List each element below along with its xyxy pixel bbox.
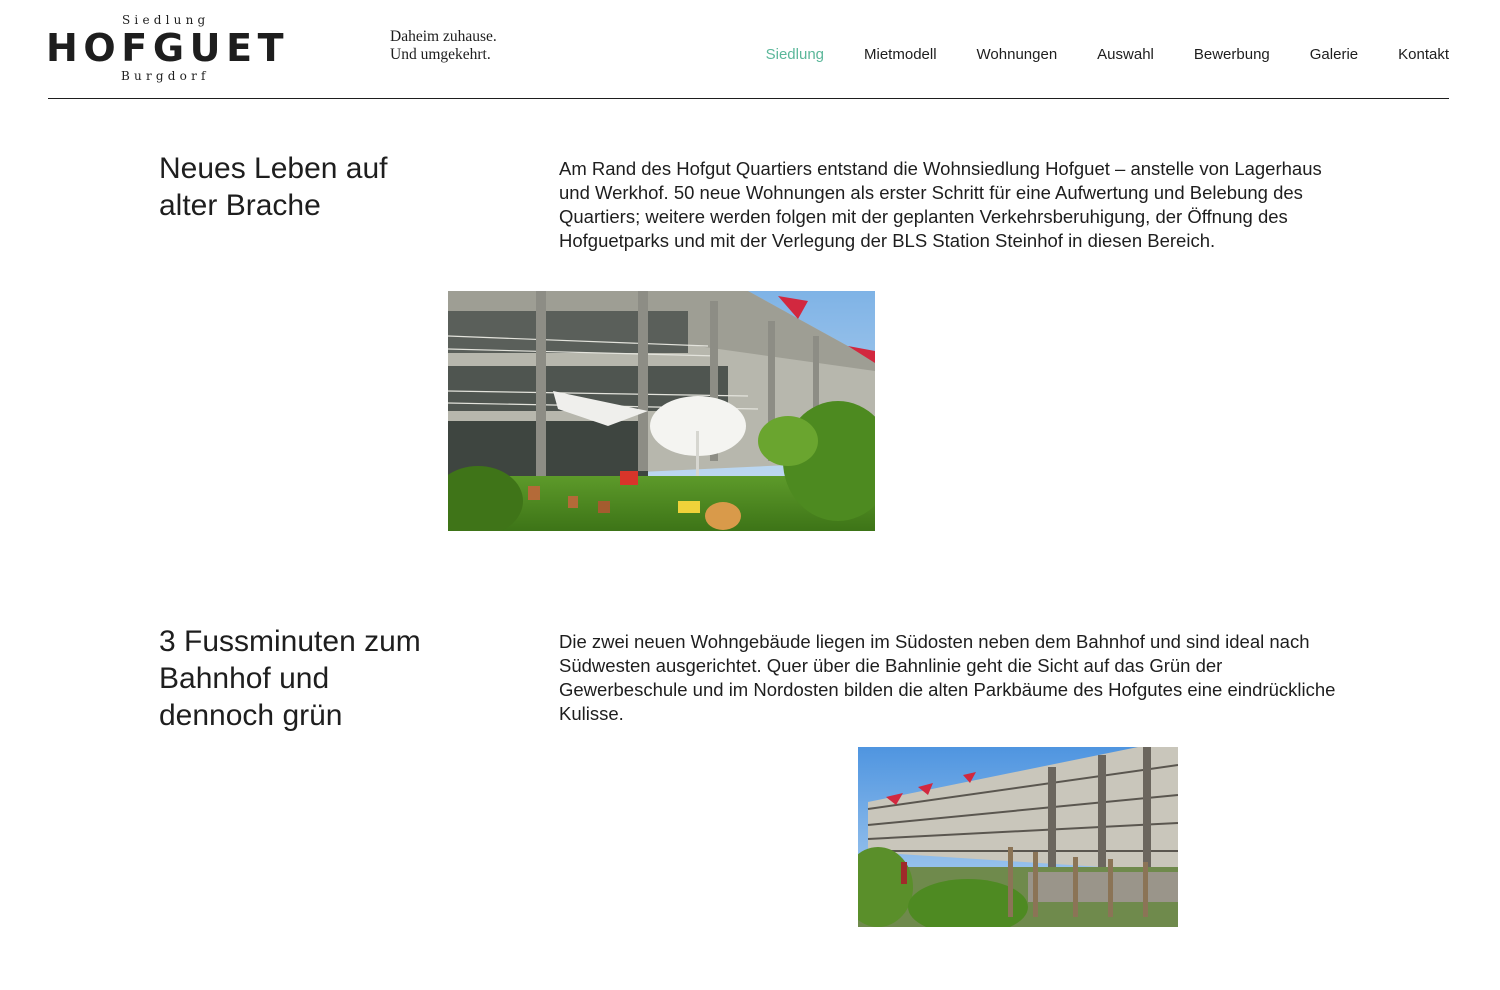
section-2-title-line-2: Bahnhof und (159, 662, 330, 695)
site-logo[interactable] (48, 12, 288, 88)
section-2-title-line-1: 3 Fussminuten zum (159, 625, 421, 658)
nav-item-wohnungen[interactable]: Wohnungen (976, 46, 1058, 63)
nav-item-siedlung[interactable]: Siedlung (765, 46, 825, 63)
section-1-title-line-1: Neues Leben auf (159, 152, 388, 185)
tagline (390, 28, 497, 64)
logo-subtitle-bottom: Burgdorf (121, 69, 210, 83)
section-1-title (159, 150, 459, 224)
nav-item-bewerbung[interactable]: Bewerbung (1193, 46, 1270, 63)
main-navigation (726, 46, 1449, 63)
photo-building-garden[interactable] (858, 747, 1178, 927)
logo-wordmark: HOFGUET (46, 26, 290, 70)
nav-item-galerie[interactable]: Galerie (1309, 46, 1359, 63)
photo-building-terraces[interactable] (448, 291, 875, 531)
nav-item-kontakt[interactable]: Kontakt (1398, 46, 1449, 63)
section-1-text: Am Rand des Hofgut Quartiers entstand die Wohnsiedlung Hofguet – anstelle von Lagerhaus und Werkhof. 50 neue Wohnungen als erster Schritt für eine Aufwertung und Belebung des Quartiers; weitere werden folgen mit der geplanten Verkehrsberuhigung, der Öffnung des Hofguetparks und mit der Verlegung der BLS Station Steinhof in diesen Bereich. (559, 158, 1322, 251)
tagline-line-1: Daheim zuhause. (390, 28, 497, 45)
site-header (48, 0, 1449, 99)
nav-item-auswahl[interactable]: Auswahl (1097, 46, 1154, 63)
section-2-text: Die zwei neuen Wohngebäude liegen im Südosten neben dem Bahnhof und sind ideal nach Südwesten ausgerichtet. Quer über die Bahnlinie geht die Sicht auf das Grün der Gewerbeschule und im Nordosten bilden die alten Parkbäume des Hofgutes eine eindrückliche Kulisse. (559, 631, 1336, 724)
section-2-title (159, 623, 459, 734)
section-2-title-line-3: dennoch grün (159, 699, 343, 732)
logo-subtitle-top: Siedlung (122, 13, 210, 27)
photo-building-terraces-image (448, 291, 875, 531)
nav-item-mietmodell[interactable]: Mietmodell (864, 46, 937, 63)
section-1-title-line-2: alter Brache (159, 189, 321, 222)
tagline-line-2: Und umgekehrt. (390, 46, 491, 63)
photo-building-garden-image (858, 747, 1178, 927)
